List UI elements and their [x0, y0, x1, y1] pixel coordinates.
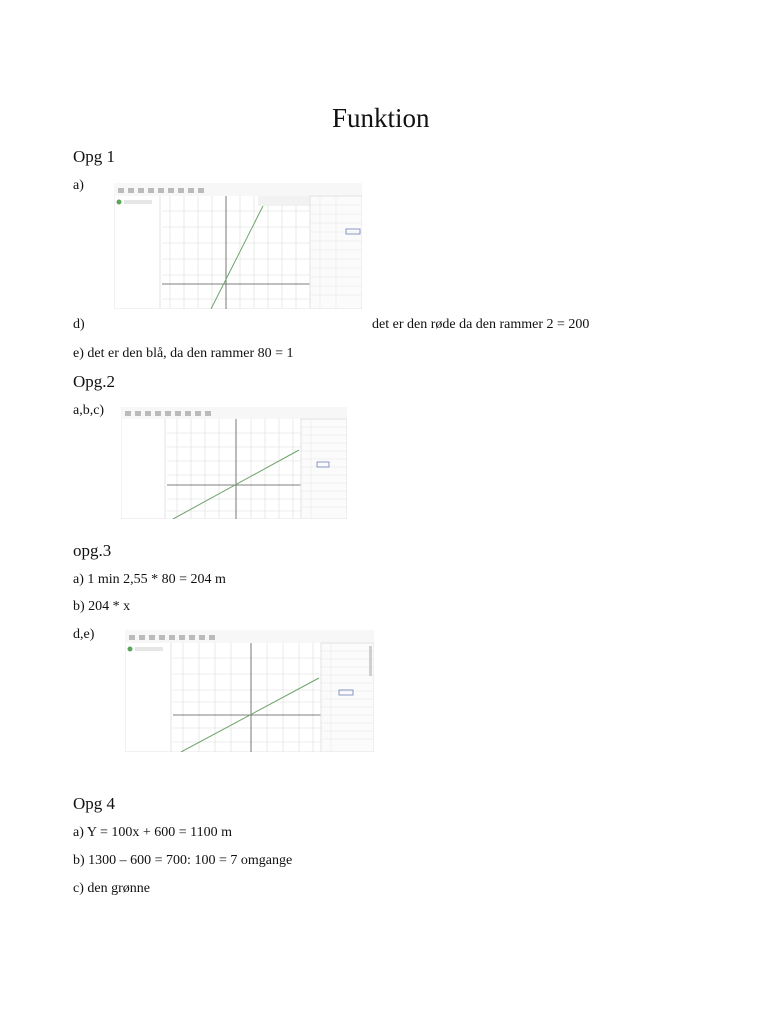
geogebra-screenshot-3 — [125, 630, 374, 752]
section-3-answer-b: b) 204 * x — [73, 599, 131, 614]
section-4-answer-b: b) 1300 – 600 = 700: 100 = 7 omgange — [73, 853, 293, 868]
geogebra-graph-3 — [125, 630, 374, 752]
geogebra-graph-2 — [121, 407, 347, 519]
section-1-answer-e: e) det er den blå, da den rammer 80 = 1 — [73, 346, 294, 361]
geogebra-screenshot-2 — [121, 407, 347, 519]
section-2-label-abc: a,b,c) — [73, 403, 105, 418]
section-2-heading: Opg.2 — [73, 372, 116, 391]
section-3-label-de: d,e) — [73, 627, 95, 642]
section-3-answer-a: a) 1 min 2,55 * 80 = 204 m — [73, 572, 226, 587]
section-4-heading: Opg 4 — [73, 794, 116, 813]
section-1-label-d: d) — [73, 317, 85, 332]
section-1-answer-d: det er den røde da den rammer 2 = 200 — [372, 317, 590, 332]
geogebra-screenshot-1 — [114, 183, 362, 309]
section-4-answer-c: c) den grønne — [73, 881, 150, 896]
section-1-label-a: a) — [73, 178, 84, 193]
section-3-heading: opg.3 — [73, 541, 112, 560]
section-4-answer-a: a) Y = 100x + 600 = 1100 m — [73, 825, 233, 840]
geogebra-graph-1 — [114, 183, 362, 309]
page-title: Funktion — [332, 103, 430, 133]
section-1-heading: Opg 1 — [73, 147, 116, 166]
